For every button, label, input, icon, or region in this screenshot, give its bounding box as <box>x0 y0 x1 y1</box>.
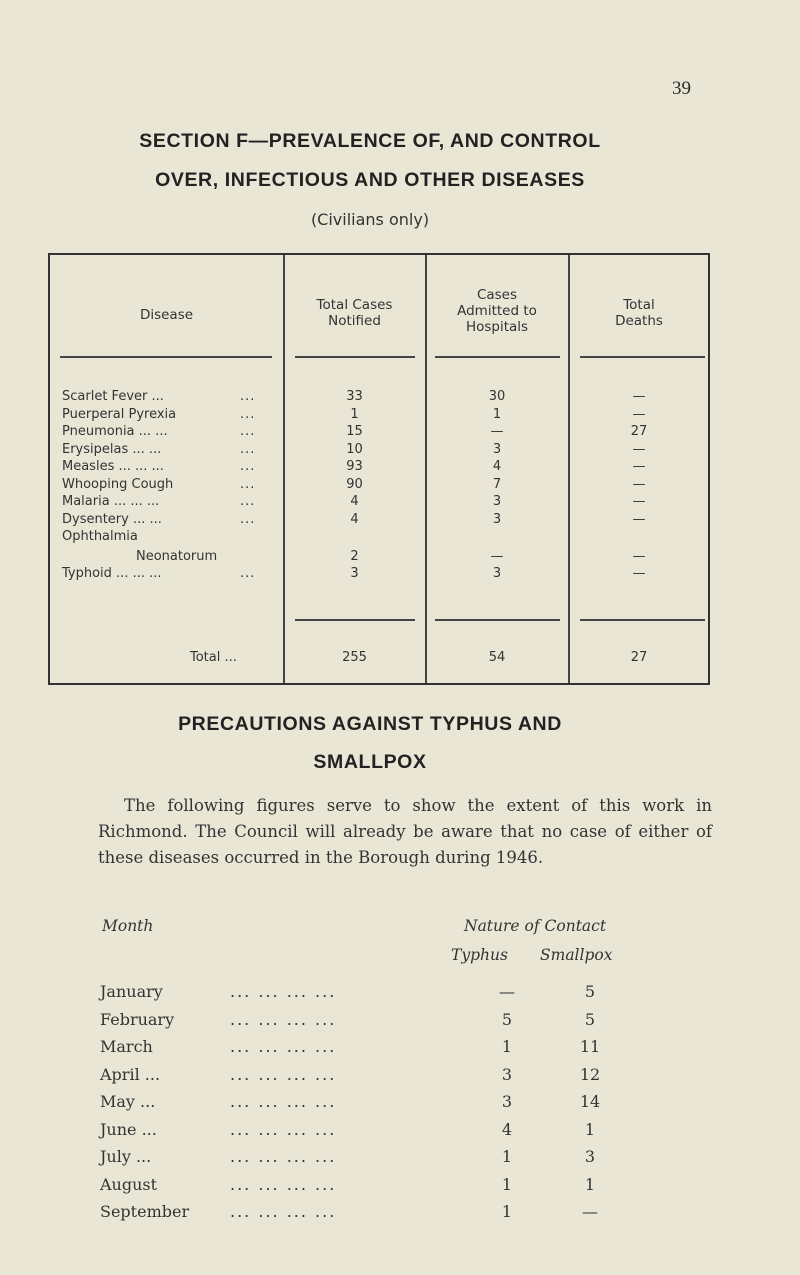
header-notified-line2: Notified <box>328 313 381 329</box>
header-admitted-line2: Admitted to <box>457 303 537 319</box>
month-name: February <box>100 1009 175 1029</box>
deaths-count: — <box>632 548 646 564</box>
notified-count: 2 <box>350 548 359 564</box>
leader-dots: ... <box>240 494 256 509</box>
disease-name: Malaria ... ... ... <box>62 494 160 509</box>
smallpox-count: 5 <box>584 1009 596 1029</box>
typhus-header: Typhus <box>451 946 508 964</box>
admitted-count: 3 <box>492 441 502 457</box>
total-notified: 255 <box>342 650 367 665</box>
admitted-count: 3 <box>492 494 502 509</box>
leader-dots: ... ... ... ... <box>230 1037 337 1056</box>
leader-dots: ... ... ... ... <box>230 1202 337 1221</box>
disease-name: Scarlet Fever ... <box>62 389 164 404</box>
section-title-line1: SECTION F—PREVALENCE OF, AND CONTROL <box>139 130 601 152</box>
notified-count: 1 <box>350 406 359 422</box>
table-row <box>50 459 707 477</box>
disease-name: Whooping Cough <box>62 476 174 492</box>
month-name: March <box>100 1037 153 1056</box>
deaths-count: — <box>632 476 646 492</box>
typhus-count: 3 <box>501 1092 513 1111</box>
leader-dots: ... ... ... ... <box>230 1064 337 1084</box>
table-row <box>50 442 707 460</box>
deaths-count: — <box>632 441 646 457</box>
header-deaths <box>569 283 709 343</box>
deaths-count: — <box>632 389 646 404</box>
notified-count: 10 <box>346 441 363 457</box>
admitted-count: — <box>490 424 504 439</box>
month-name: January <box>100 982 163 1001</box>
month-row <box>100 1010 700 1034</box>
typhus-count: 5 <box>501 1009 513 1029</box>
month-name: May ... <box>100 1092 156 1111</box>
header-rule <box>435 356 560 358</box>
table-row <box>50 494 707 512</box>
smallpox-count: 3 <box>584 1147 596 1166</box>
deaths-count: 27 <box>630 424 648 439</box>
leader-dots: ... ... ... ... <box>230 1174 337 1194</box>
table-row <box>50 407 707 425</box>
deaths-count: — <box>632 406 646 422</box>
admitted-count: 7 <box>492 476 502 492</box>
notified-count: 3 <box>350 566 359 581</box>
smallpox-count: — <box>582 1202 598 1221</box>
smallpox-count: 14 <box>579 1092 601 1111</box>
paragraph-text: The following figures serve to show the extent of this work in Richmond. The Council will already be aware that no case of either of these diseases occurred in the Borough during 1946. <box>98 796 712 867</box>
leader-dots: ... ... ... ... <box>230 1092 337 1111</box>
header-disease <box>50 285 283 345</box>
month-name: June ... <box>100 1119 157 1139</box>
disease-name: Erysipelas ... ... <box>62 441 162 457</box>
month-name: September <box>100 1202 190 1221</box>
leader-dots: ... <box>240 406 256 422</box>
total-rule <box>435 619 560 621</box>
month-row <box>100 1092 700 1116</box>
notified-count: 93 <box>346 459 363 474</box>
admitted-count: — <box>490 548 504 564</box>
notified-count: 4 <box>350 494 359 509</box>
notified-count: 15 <box>346 424 363 439</box>
deaths-count: — <box>632 511 646 527</box>
typhus-count: 4 <box>501 1119 513 1139</box>
leader-dots: ... ... ... ... <box>230 1009 337 1029</box>
header-admitted-line1: Cases <box>476 287 518 303</box>
smallpox-count: 11 <box>579 1037 601 1056</box>
smallpox-count: 12 <box>579 1064 601 1084</box>
deaths-count: — <box>632 494 646 509</box>
total-label: Total ... <box>190 650 237 665</box>
admitted-count: 3 <box>492 566 502 581</box>
page-number: 39 <box>672 78 691 99</box>
typhus-count: 1 <box>501 1037 513 1056</box>
typhus-count: 1 <box>501 1202 513 1221</box>
diseases-table <box>48 253 710 685</box>
total-row <box>50 650 707 668</box>
notified-count: 33 <box>346 389 363 404</box>
section-title-line2: OVER, INFECTIOUS AND OTHER DISEASES <box>155 169 585 191</box>
header-disease-label: Disease <box>139 307 194 323</box>
month-row <box>100 1175 700 1199</box>
deaths-count: — <box>632 459 646 474</box>
disease-name: Neonatorum <box>136 548 218 564</box>
header-admitted-line3: Hospitals <box>465 319 529 335</box>
month-name: August <box>100 1174 158 1194</box>
leader-dots: ... <box>240 424 256 439</box>
disease-name: Puerperal Pyrexia <box>62 406 177 422</box>
month-row <box>100 1065 700 1089</box>
nature-header: Nature of Contact <box>464 917 607 935</box>
leader-dots: ... ... ... ... <box>230 1147 337 1166</box>
smallpox-header: Smallpox <box>540 946 613 964</box>
header-notified-line1: Total Cases <box>316 297 393 313</box>
total-rule <box>295 619 415 621</box>
leader-dots: ... ... ... ... <box>230 1119 337 1139</box>
total-admitted: 54 <box>488 650 506 665</box>
leader-dots: ... <box>240 389 256 404</box>
leader-dots: ... <box>240 441 256 457</box>
smallpox-count: 5 <box>584 982 596 1001</box>
header-admitted <box>426 281 568 341</box>
disease-name: Dysentery ... ... <box>62 511 162 527</box>
month-row <box>100 1147 700 1171</box>
subtitle: (Civilians only) <box>310 210 430 229</box>
disease-name: Measles ... ... ... <box>62 459 164 474</box>
header-notified <box>284 283 425 343</box>
admitted-count: 3 <box>492 511 502 527</box>
leader-dots: ... ... ... ... <box>230 982 337 1001</box>
admitted-count: 1 <box>492 406 502 422</box>
typhus-count: 3 <box>501 1064 513 1084</box>
disease-name: Ophthalmia <box>62 529 138 544</box>
table-row <box>50 389 707 407</box>
table-row <box>50 566 707 584</box>
month-name: July ... <box>100 1147 152 1166</box>
table-row <box>50 529 707 547</box>
table-row <box>50 512 707 530</box>
header-rule <box>60 356 272 358</box>
header-rule <box>580 356 705 358</box>
smallpox-count: 1 <box>584 1119 596 1139</box>
smallpox-count: 1 <box>584 1174 596 1194</box>
leader-dots: ... <box>240 566 256 581</box>
admitted-count: 4 <box>492 459 502 474</box>
month-row <box>100 1120 700 1144</box>
table-row <box>50 424 707 442</box>
notified-count: 90 <box>346 476 363 492</box>
disease-name: Typhoid ... ... ... <box>62 566 162 581</box>
month-row <box>100 982 700 1006</box>
table-row <box>50 549 707 567</box>
admitted-count: 30 <box>488 389 506 404</box>
month-header: Month <box>102 917 154 935</box>
total-rule <box>580 619 705 621</box>
typhus-count: — <box>499 982 515 1001</box>
notified-count: 4 <box>350 511 359 527</box>
disease-name: Pneumonia ... ... <box>62 424 168 439</box>
month-row <box>100 1202 700 1226</box>
header-deaths-line1: Total <box>623 297 655 313</box>
leader-dots: ... <box>240 476 256 492</box>
precautions-title-line2: SMALLPOX <box>313 751 427 773</box>
leader-dots: ... <box>240 511 256 527</box>
table-row <box>50 477 707 495</box>
precautions-paragraph <box>98 793 712 871</box>
typhus-count: 1 <box>501 1147 513 1166</box>
total-deaths: 27 <box>630 650 648 665</box>
month-row <box>100 1037 700 1061</box>
header-deaths-line2: Deaths <box>615 313 663 329</box>
month-name: April ... <box>100 1064 161 1084</box>
leader-dots: ... <box>240 459 256 474</box>
typhus-count: 1 <box>501 1174 513 1194</box>
precautions-title-line1: PRECAUTIONS AGAINST TYPHUS AND <box>178 713 562 735</box>
deaths-count: — <box>632 566 646 581</box>
header-rule <box>295 356 415 358</box>
